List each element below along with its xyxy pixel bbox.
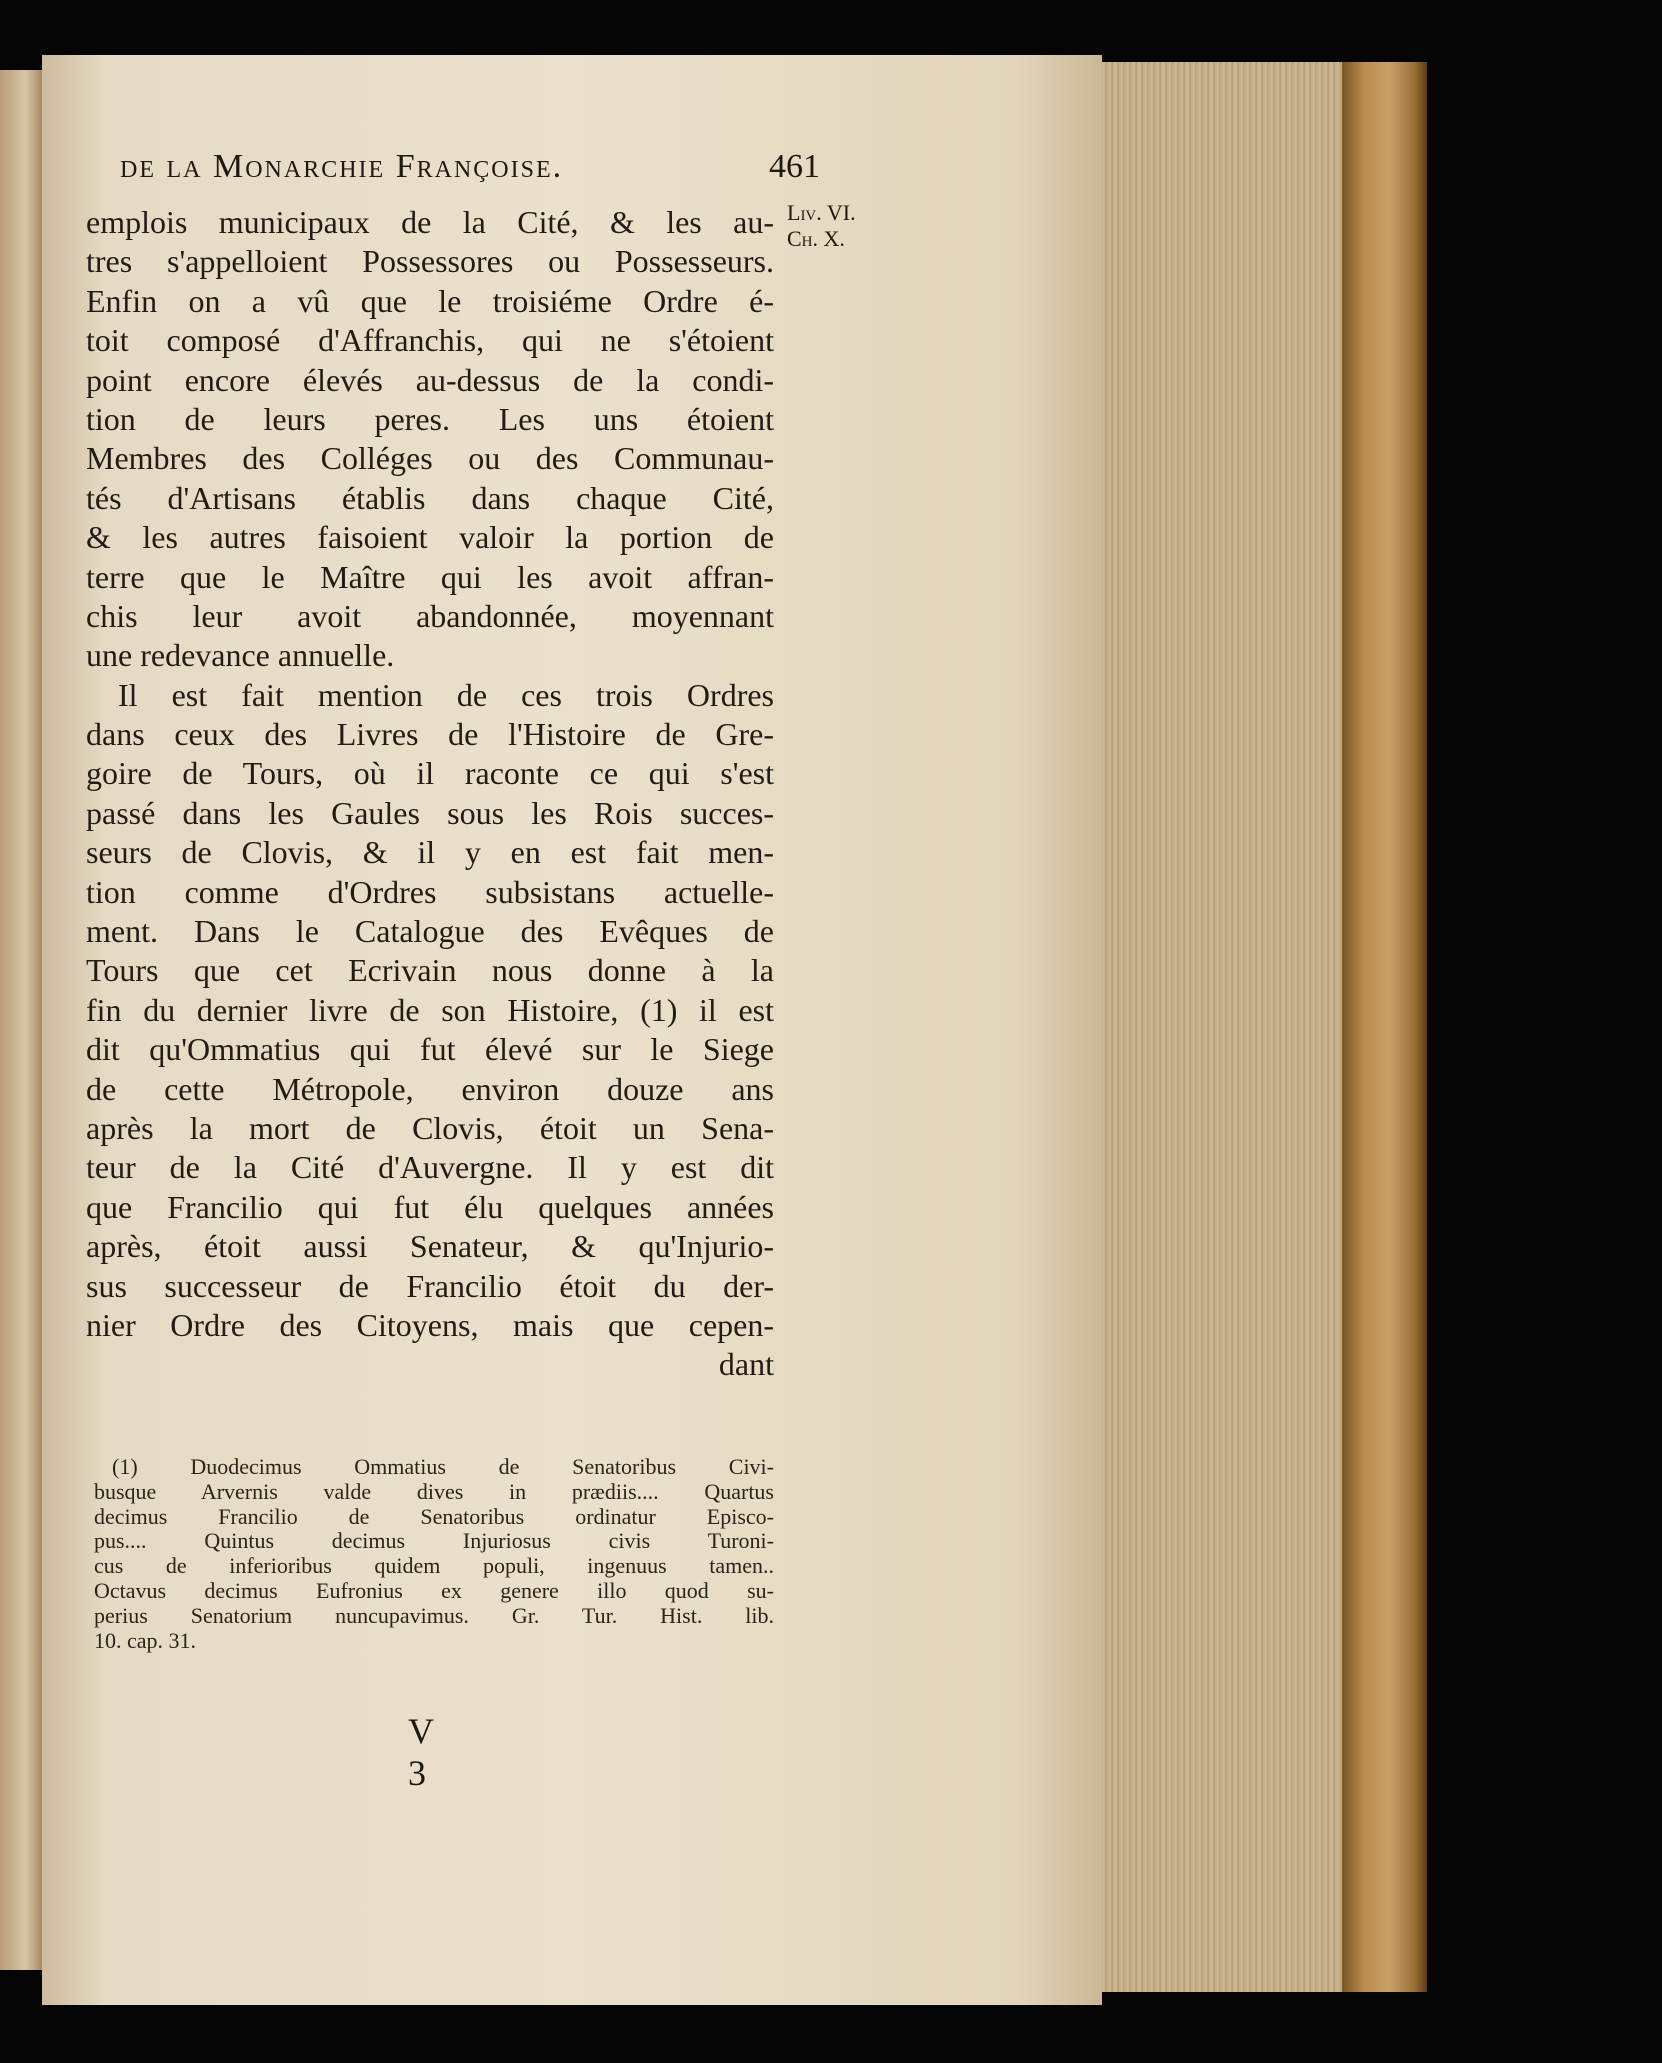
text-line: Enfin on a vû que le troisiéme Ordre é-	[86, 282, 774, 319]
footnote-line: (1) Duodecimus Ommatius de Senatoribus Civi-	[112, 1455, 774, 1479]
footnote-line: decimus Francilio de Senatoribus ordinatur Episco-	[94, 1504, 774, 1529]
text-line: teur de la Cité d'Auvergne. Il y est dit	[86, 1149, 774, 1186]
text-line: après, étoit aussi Senateur, & qu'Injurio-	[86, 1228, 774, 1265]
text-line: que Francilio qui fut élu quelques années	[86, 1188, 774, 1225]
facing-page-edge	[0, 70, 42, 1970]
text-line: Il est fait mention de ces trois Ordres	[118, 676, 774, 713]
catchword: dant	[718, 1346, 774, 1383]
text-line: dans ceux des Livres de l'Histoire de Gre-	[86, 716, 774, 753]
footnote-line: Octavus decimus Eufronius ex genere illo quod su-	[94, 1578, 774, 1603]
text-line: après la mort de Clovis, étoit un Sena-	[86, 1109, 774, 1146]
body-text	[86, 203, 774, 1385]
signature-mark: V 3	[408, 1711, 438, 1793]
text-line: goire de Tours, où il raconte ce qui s'est	[86, 755, 774, 792]
text-line: toit composé d'Affranchis, qui ne s'étoient	[86, 322, 774, 359]
text-line: de cette Métropole, environ douze ans	[86, 1070, 774, 1107]
text-line: chis leur avoit abandonnée, moyennant	[86, 597, 774, 634]
text-line: point encore élevés au-dessus de la condi-	[86, 361, 774, 398]
margin-note	[787, 200, 897, 252]
text-line: tés d'Artisans établis dans chaque Cité,	[86, 479, 774, 516]
text-line: Membres des Colléges ou des Communau-	[86, 440, 774, 477]
text-line: fin du dernier livre de son Histoire, (1) il est	[86, 991, 774, 1028]
footnote-line: cus de inferioribus quidem populi, ingenuus tamen..	[94, 1554, 774, 1579]
text-line: ment. Dans le Catalogue des Evêques de	[86, 913, 774, 950]
text-line: sus successeur de Francilio étoit du der-	[86, 1267, 774, 1304]
footnote-line: 10. cap. 31.	[94, 1628, 197, 1653]
text-line: passé dans les Gaules sous les Rois succes-	[86, 794, 774, 831]
footnote	[94, 1455, 774, 1653]
footnote-line: busque Arvernis valde dives in prædiis.... Quartus	[94, 1479, 774, 1504]
text-line: une redevance annuelle.	[86, 637, 395, 674]
page-block-edges	[1102, 62, 1342, 1992]
text-line: dit qu'Ommatius qui fut élevé sur le Siege	[86, 1031, 774, 1068]
running-title: de la Monarchie Françoise.	[120, 148, 564, 185]
footnote-line: perius Senatorium nuncupavimus. Gr. Tur. Hist. lib.	[94, 1603, 774, 1628]
running-head	[120, 148, 820, 198]
text-line: & les autres faisoient valoir la portion de	[86, 519, 774, 556]
margin-book: Liv. VI.	[787, 200, 856, 225]
text-line: terre que le Maître qui les avoit affran-	[86, 558, 774, 595]
text-line: emplois municipaux de la Cité, & les au-	[86, 204, 774, 240]
margin-chapter: Ch. X.	[787, 226, 845, 251]
text-line: nier Ordre des Citoyens, mais que cepen-	[86, 1306, 774, 1343]
text-line: tres s'appelloient Possessores ou Possesseurs.	[86, 243, 774, 280]
text-line: Tours que cet Ecrivain nous donne à la	[86, 952, 774, 989]
text-line: tion comme d'Ordres subsistans actuelle-	[86, 873, 774, 910]
text-line: tion de leurs peres. Les uns étoient	[86, 400, 774, 437]
page-number: 461	[769, 148, 820, 185]
footnote-line: pus.... Quintus decimus Injuriosus civis Turoni-	[94, 1529, 774, 1554]
book-binding	[1342, 62, 1427, 1992]
text-line: seurs de Clovis, & il y en est fait men-	[86, 834, 774, 871]
